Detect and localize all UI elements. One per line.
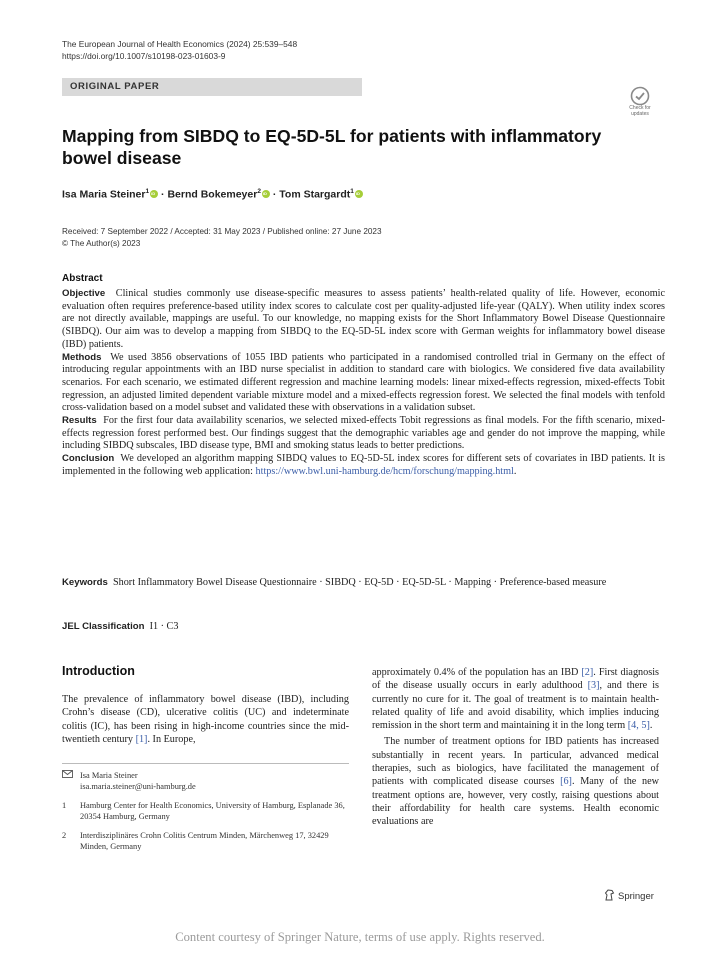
history-dates: Received: 7 September 2022 / Accepted: 31 May 2023 / Published online: 27 June 2023 — [62, 227, 382, 236]
springer-horse-icon — [604, 889, 615, 901]
author-name[interactable]: Isa Maria Steiner — [62, 188, 146, 201]
intro-paragraph — [372, 735, 659, 828]
publication-dates — [62, 226, 382, 249]
doi-link[interactable]: https://doi.org/10.1007/s10198-023-01603-9 — [62, 51, 226, 61]
conclusion-end: . — [513, 465, 517, 477]
footnote-divider — [62, 763, 349, 764]
conclusion-label: Conclusion — [62, 453, 115, 465]
citation-link[interactable]: [2] — [581, 667, 594, 678]
abstract-heading: Abstract — [62, 273, 103, 284]
abstract-methods — [62, 352, 665, 416]
orcid-icon[interactable] — [262, 190, 270, 198]
author-name[interactable]: Bernd Bokemeyer — [167, 188, 258, 201]
intro-paragraph — [62, 693, 349, 746]
methods-text: We used 3856 observations of 1055 IBD patients who participated in a randomised controlled trial in Germany on the effect of introducing regular appointments with an IBD nurse specialist in addition to standard care with biologics. We considered five data availability scenarios. For each scenario, we estimated different regression and machine learning models: linear mixed-effects regression, mixed-effects Tobit regression, an adjusted limited dependent variable mixture model and a mixed-effects regression forest. We selected the final models with tenfold cross-validation based on a model subset and validated these with observations in a validation subset. — [62, 351, 665, 414]
journal-header — [62, 38, 297, 62]
citation-link[interactable]: [3] — [587, 680, 600, 692]
abstract-results — [62, 415, 665, 453]
results-label: Results — [62, 415, 97, 427]
author-affiliation: 1 — [145, 188, 150, 195]
intro-text: . — [649, 720, 653, 732]
article-type-banner — [62, 78, 362, 96]
objective-text: Clinical studies commonly use disease-specific measures to assess patients’ health-related quality of life. However, economic evaluation often requires preference-based utility index scores to calculate cost per quality-adjusted life-year (QALY). When utility index scores are not directly available, mappings are useful. To our knowledge, no mapping exists for the Short Inflammatory Bowel Disease Questionnaire (SIBDQ). Our aim was to develop a mapping from SIBDQ to the EQ-5D-5L index score with German weights for inflammatory bowel disease (IBD) patients. — [62, 288, 665, 350]
intro-column-right — [372, 666, 659, 829]
article-type-label: ORIGINAL PAPER — [70, 81, 160, 92]
keywords — [62, 577, 665, 590]
abstract-body — [62, 288, 665, 479]
orcid-icon[interactable] — [355, 190, 363, 198]
affiliation-footnote — [62, 800, 349, 822]
orcid-icon[interactable] — [150, 190, 158, 198]
author-affiliation: 2 — [257, 188, 261, 195]
citation-link[interactable]: [4, 5] — [627, 720, 650, 732]
check-for-updates-badge[interactable] — [622, 86, 658, 118]
web-application-link[interactable]: https://www.bwl.uni-hamburg.de/hcm/forschung/mapping.html — [255, 465, 514, 477]
intro-paragraph — [372, 666, 659, 732]
objective-label: Objective — [62, 288, 106, 299]
affiliation-text: Hamburg Center for Health Economics, University of Hamburg, Esplanade 36, 20354 Hamburg, Germany — [80, 801, 345, 821]
publisher-name: Springer — [618, 891, 654, 902]
springer-logo — [604, 889, 654, 902]
jel-classification — [62, 621, 178, 632]
intro-text: approximately 0.4% of the population has an IBD — [372, 667, 582, 678]
results-text: For the first four data availability scenarios, we selected mixed-effects Tobit regressions as final models. For the fifth scenario, mixed-effects regression forest performed best. Our findings suggest that the demographic variables age and gender do not improve the mapping, while including SIBDQ subscales, IBD disease type, BMI and smoking status leads to better predictions. — [62, 415, 665, 452]
affiliation-marker: 1 — [62, 801, 67, 810]
citation-link[interactable]: [6] — [560, 776, 572, 788]
keywords-label: Keywords — [62, 577, 108, 588]
abstract-objective — [62, 288, 665, 352]
article-title: Mapping from SIBDQ to EQ-5D-5L for patients with inflammatory bowel disease — [62, 126, 602, 168]
journal-citation: The European Journal of Health Economics (2024) 25:539–548 — [62, 39, 298, 49]
author-separator: · — [269, 188, 280, 201]
author-list — [62, 188, 363, 201]
contact-name: Isa Maria Steiner — [80, 771, 138, 780]
footnotes — [62, 770, 349, 860]
intro-column-left — [62, 693, 349, 746]
jel-label: JEL Classification — [62, 621, 145, 632]
introduction-heading: Introduction — [62, 664, 135, 678]
envelope-icon — [62, 770, 73, 781]
abstract-conclusion — [62, 453, 665, 478]
methods-label: Methods — [62, 351, 102, 363]
check-updates-label: Check for updates — [629, 105, 651, 117]
author-affiliation: 1 — [350, 188, 354, 195]
intro-text: . Many of the new treatment options are, however, very costly, raising questions about their affordability for health care systems. Health economic evaluations are — [372, 776, 659, 828]
keywords-text: Short Inflammatory Bowel Disease Questionnaire · SIBDQ · EQ-5D · EQ-5D-5L · Mapping · Preference-based measure — [112, 577, 607, 588]
contact-email[interactable]: isa.maria.steiner@uni-hamburg.de — [80, 782, 196, 791]
affiliation-footnote — [62, 830, 349, 852]
affiliation-text: Interdisziplinäres Crohn Colitis Centrum Minden, Märchenweg 17, 32429 Minden, Germany — [80, 831, 329, 851]
author-separator: · — [158, 188, 168, 201]
intro-text: , and there is currently no cure for it. The goal of treatment is to maintain health-related quality of life and avoid disability, which implies inducing remission in the short term and maintaining it in the long term — [372, 680, 659, 732]
intro-text: . In Europe, — [147, 733, 196, 745]
conclusion-text: We developed an algorithm mapping SIBDQ values to EQ-5D-5L index scores for different sets of covariates in IBD patients. It is implemented in the following web application: — [62, 453, 665, 477]
courtesy-notice: Content courtesy of Springer Nature, terms of use apply. Rights reserved. — [175, 930, 545, 944]
author-name[interactable]: Tom Stargardt — [279, 188, 351, 201]
check-updates-icon — [630, 86, 650, 106]
intro-text: The prevalence of inflammatory bowel disease (IBD), including Crohn’s disease (CD), ulcerative colitis (UC) and indeterminate colitis (IC), has been rising in high-income countries since the mid-twentieth century — [62, 694, 349, 745]
citation-link[interactable]: [1] — [135, 733, 148, 745]
affiliation-marker: 2 — [62, 831, 67, 840]
intro-text: The number of treatment options for IBD patients has increased substantially in recent years. In particular, advanced medical therapies, such as biologics, have facilitated the management of patients with complicated disease courses — [372, 736, 659, 788]
jel-codes: I1 · C3 — [149, 621, 179, 632]
copyright-line: © The Author(s) 2023 — [62, 238, 141, 248]
contact-footnote — [62, 770, 349, 792]
intro-text: . First diagnosis of the disease usually occurs in early adulthood — [372, 667, 659, 692]
